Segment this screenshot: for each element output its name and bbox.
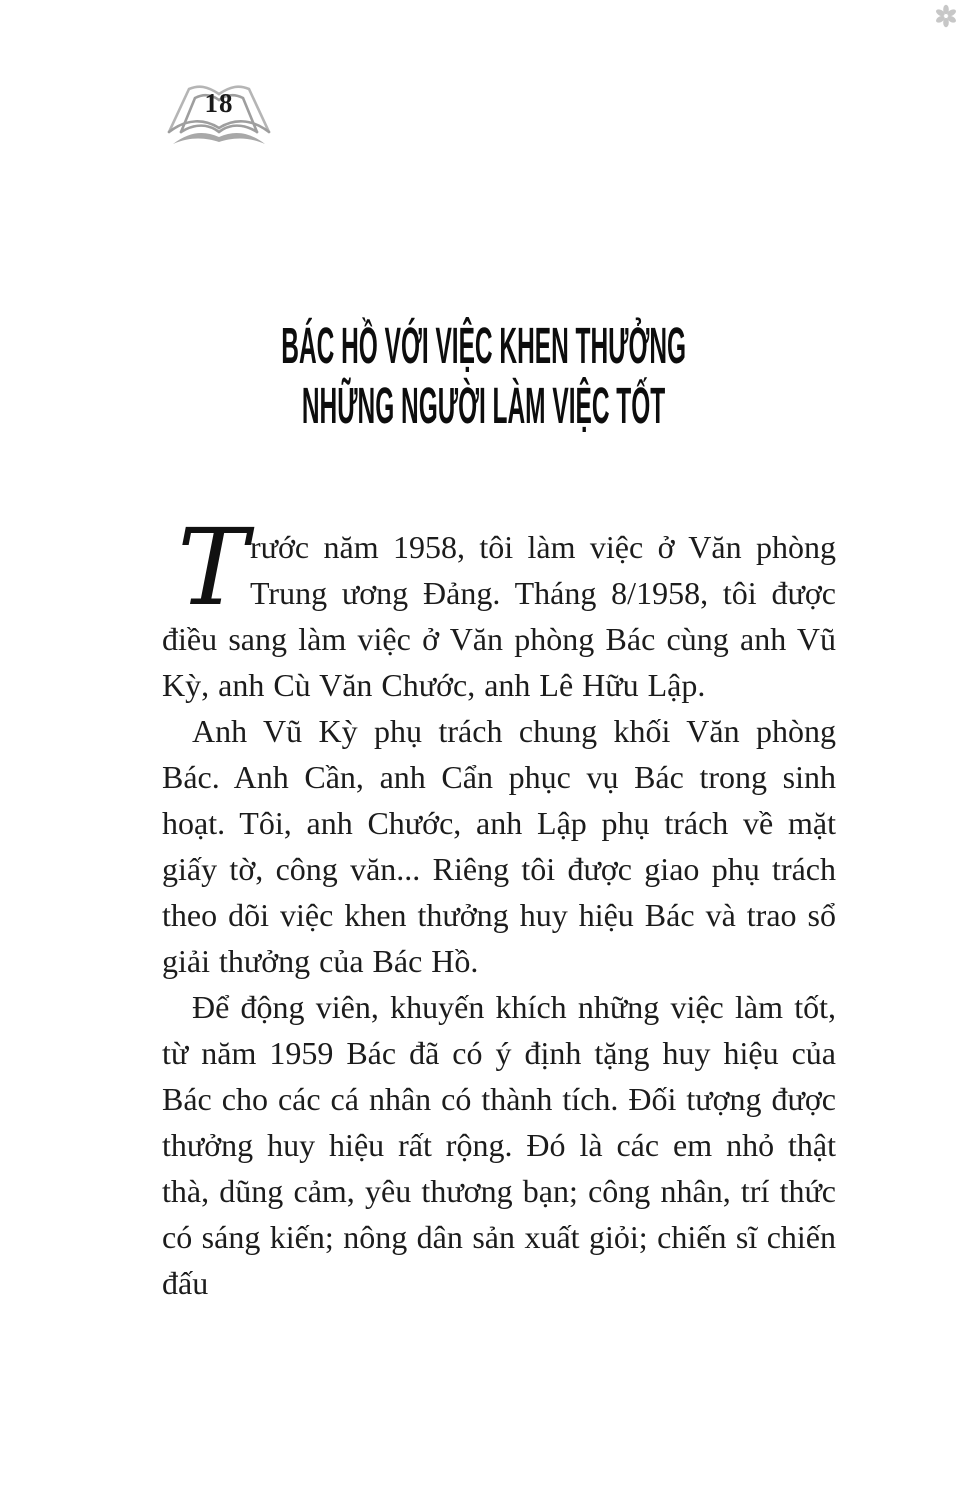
page-number-ornament [160, 82, 278, 148]
page-number: 18 [204, 88, 234, 118]
paragraph-2: Anh Vũ Kỳ phụ trách chung khối Văn phòng Bác. Anh Cần, anh Cẩn phục vụ Bác trong sinh hoạt. Tôi, anh Chước, anh Lập phụ trách về mặt giấy tờ, công văn... Riêng tôi được giao phụ trách theo dõi việc khen thưởng huy hiệu Bác và trao sổ giải thưởng của Bác Hồ. [162, 713, 836, 979]
chapter-title-line-1 [0, 316, 968, 376]
body-text [162, 506, 836, 1306]
chapter-title-line-2-text: NHỮNG NGƯỜI LÀM VIỆC TỐT [302, 377, 666, 434]
chapter-title [0, 316, 968, 436]
flower-icon [933, 3, 959, 29]
drop-cap: T [177, 506, 248, 629]
paragraph-1-text: rước năm 1958, tôi làm việc ở Văn phòng Trung ương Đảng. Tháng 8/1958, tôi được điều sang làm việc ở Văn phòng Bác cùng anh Vũ Kỳ, anh Cù Văn Chước, anh Lê Hữu Lập. [162, 529, 836, 703]
chapter-title-line-1-text: BÁC HỒ VỚI VIỆC KHEN THƯỞNG [281, 317, 687, 374]
paragraph-3: Để động viên, khuyến khích những việc làm tốt, từ năm 1959 Bác đã có ý định tặng huy hiệu của Bác cho các cá nhân có thành tích. Đối tượng được thưởng huy hiệu rất rộng. Đó là các em nhỏ thật thà, dũng cảm, yêu thương bạn; công nhân, trí thức có sáng kiến; nông dân sản xuất giỏi; chiến sĩ chiến đấu [162, 989, 836, 1301]
paragraph-1 [162, 506, 836, 708]
chapter-title-line-2 [0, 376, 968, 436]
